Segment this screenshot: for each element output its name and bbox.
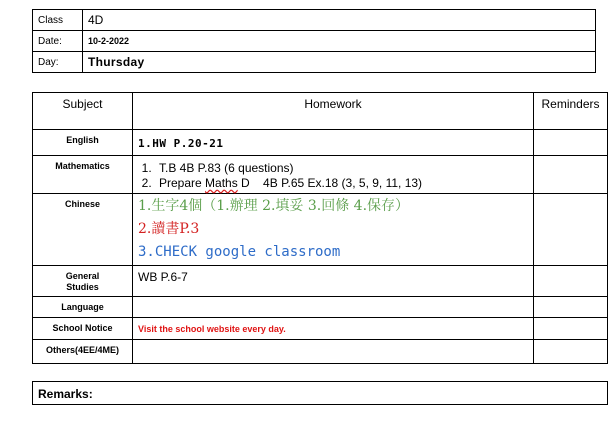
chinese-subject: Chinese bbox=[33, 194, 133, 266]
mathematics-item-2-rest: D 4B P.65 Ex.18 (3, 5, 9, 11, 13) bbox=[237, 176, 423, 190]
day-row bbox=[33, 52, 596, 73]
school-notice-reminders bbox=[534, 318, 608, 340]
language-reminders bbox=[534, 297, 608, 318]
date-row bbox=[33, 31, 596, 52]
others-row bbox=[33, 340, 608, 364]
chinese-homework-cell bbox=[133, 194, 534, 266]
reminders-header: Reminders bbox=[534, 93, 608, 130]
others-homework bbox=[133, 340, 534, 364]
mathematics-item-2-prefix: Prepare bbox=[159, 176, 206, 190]
school-notice-cell bbox=[133, 318, 534, 340]
english-subject: English bbox=[33, 130, 133, 156]
general-studies-subject-line-2: Studies bbox=[66, 282, 99, 292]
general-studies-reminders bbox=[534, 266, 608, 297]
general-studies-subject-line-1: General bbox=[65, 271, 100, 281]
others-reminders bbox=[534, 340, 608, 364]
mathematics-row bbox=[33, 156, 608, 194]
homework-table bbox=[32, 92, 608, 364]
others-subject: Others(4EE/4ME) bbox=[33, 340, 133, 364]
mathematics-subject: Mathematics bbox=[33, 156, 133, 194]
english-homework-cell bbox=[133, 130, 534, 156]
class-value: 4D bbox=[83, 10, 596, 31]
day-value: Thursday bbox=[83, 52, 596, 73]
chinese-line-2: 2.讀書P.3 bbox=[138, 221, 200, 237]
school-notice-row bbox=[33, 318, 608, 340]
general-studies-homework: WB P.6-7 bbox=[133, 266, 534, 297]
language-homework bbox=[133, 297, 534, 318]
english-homework: 1.HW P.20-21 bbox=[138, 137, 224, 150]
chinese-line-3: 3.CHECK google classroom bbox=[138, 244, 341, 260]
chinese-line-1: 1.生字4個（1.辦理 2.填妥 3.回條 4.保存） bbox=[138, 198, 410, 214]
english-row bbox=[33, 130, 608, 156]
date-value: 10-2-2022 bbox=[83, 31, 596, 52]
homework-header-row bbox=[33, 93, 608, 130]
class-row bbox=[33, 10, 596, 31]
english-reminders bbox=[534, 130, 608, 156]
mathematics-homework-cell bbox=[133, 156, 534, 194]
mathematics-homework-list bbox=[138, 161, 528, 191]
mathematics-item-2 bbox=[155, 176, 528, 191]
language-row bbox=[33, 297, 608, 318]
remarks-label: Remarks: bbox=[38, 387, 93, 401]
language-subject: Language bbox=[33, 297, 133, 318]
class-info-table bbox=[32, 9, 596, 73]
school-notice-text: Visit the school website every day. bbox=[138, 324, 286, 334]
class-label: Class bbox=[33, 10, 83, 31]
chinese-reminders bbox=[534, 194, 608, 266]
general-studies-row bbox=[33, 266, 608, 297]
date-label: Date: bbox=[33, 31, 83, 52]
subject-header: Subject bbox=[33, 93, 133, 130]
homework-header: Homework bbox=[133, 93, 534, 130]
remarks-box bbox=[32, 381, 608, 405]
mathematics-reminders bbox=[534, 156, 608, 194]
general-studies-subject bbox=[33, 266, 133, 297]
mathematics-item-1: 1. T.B 4B P.83 (6 questions) bbox=[155, 161, 528, 176]
chinese-row bbox=[33, 194, 608, 266]
day-label: Day: bbox=[33, 52, 83, 73]
mathematics-item-2-maths: Maths bbox=[205, 176, 238, 190]
school-notice-subject: School Notice bbox=[33, 318, 133, 340]
